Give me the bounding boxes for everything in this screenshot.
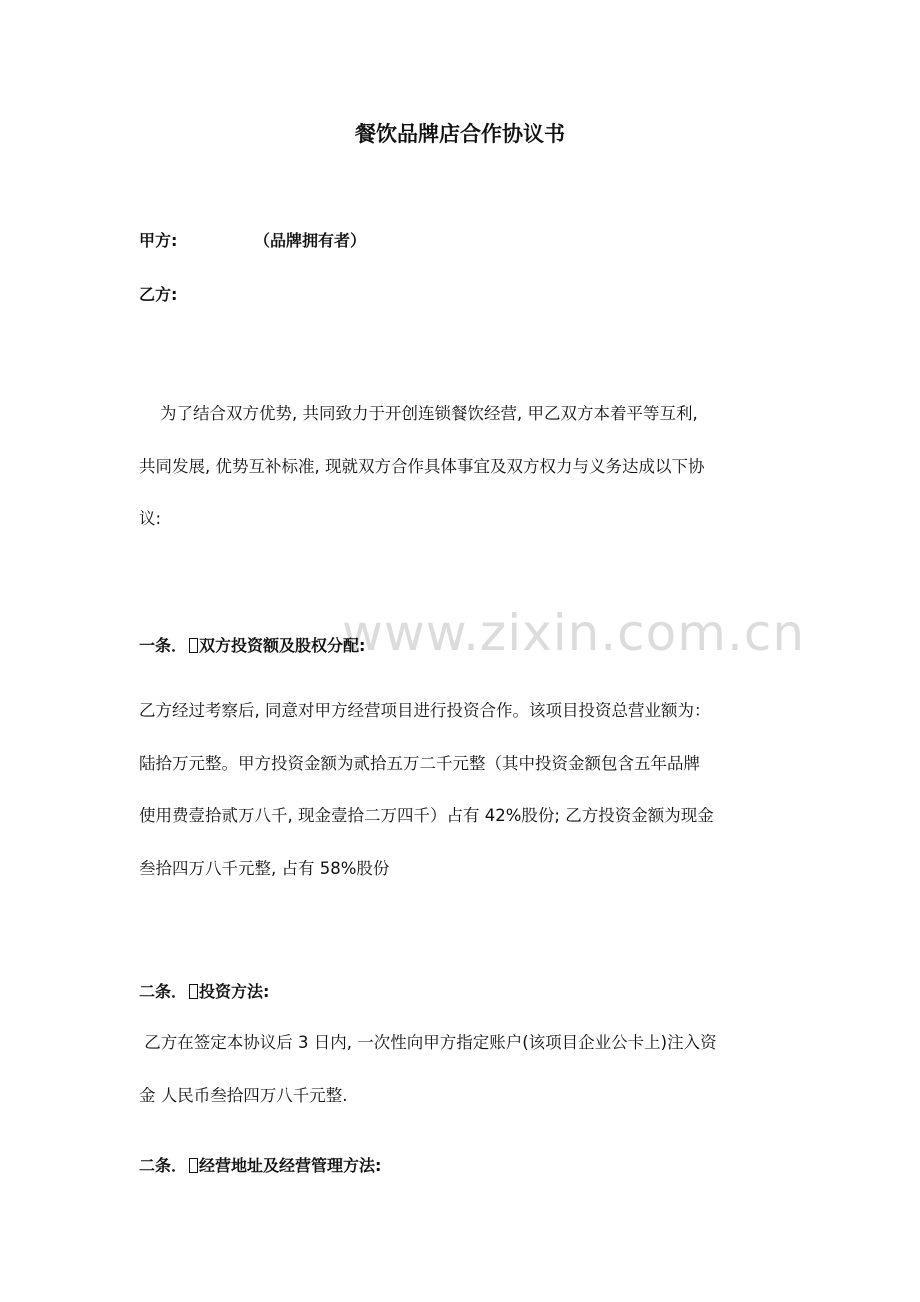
party-a-label: 甲方:: [139, 231, 178, 250]
section-heading-3: [139, 1154, 381, 1178]
section-heading-text: 经营地址及经营管理方法:: [199, 1156, 382, 1175]
missing-glyph-box: [189, 638, 198, 653]
section-2-body: [139, 1017, 779, 1122]
section-prefix: 一条．: [139, 636, 188, 655]
section-heading-1: [139, 634, 365, 658]
section-1-body: [139, 685, 779, 895]
section-prefix: 二条．: [139, 982, 188, 1001]
watermark: www.zixin.com.cn: [342, 604, 806, 662]
document-title: 餐饮品牌店合作协议书: [355, 122, 565, 146]
party-b-line: [139, 283, 177, 307]
section-heading-2: [139, 980, 269, 1004]
intro-line: 为了结合双方优势, 共同致力于开创连锁餐饮经营, 甲乙双方本着平等互利,: [139, 404, 698, 423]
section-heading-text: 投资方法:: [199, 982, 270, 1001]
intro-line: 共同发展, 优势互补标准, 现就双方合作具体事宜及双方权力与义务达成以下协: [139, 456, 705, 476]
missing-glyph-box: [189, 1158, 198, 1173]
body-line: 陆拾万元整。甲方投资金额为贰拾五万二千元整（其中投资金额包含五年品牌: [139, 753, 700, 773]
body-line: 金 人民币叁拾四万八千元整.: [139, 1085, 348, 1105]
party-a-note: （品牌拥有者）: [254, 231, 367, 250]
body-line: 叁拾四万八千元整, 占有 58%股份: [139, 858, 390, 878]
party-a-line: [139, 229, 366, 253]
body-line: 乙方在签定本协议后 3 日内, 一次性向甲方指定账户(该项目企业公卡上)注入资: [139, 1033, 717, 1052]
section-prefix: 二条．: [139, 1156, 188, 1175]
missing-glyph-box: [189, 984, 198, 999]
intro-paragraph: [139, 388, 779, 546]
intro-line: 议:: [139, 509, 162, 528]
body-line: 使用费壹拾贰万八千, 现金壹拾二万四千）占有 42%股份; 乙方投资金额为现金: [139, 806, 714, 825]
section-heading-text: 双方投资额及股权分配:: [199, 636, 366, 655]
body-line: 乙方经过考察后, 同意对甲方经营项目进行投资合作。该项目投资总营业额为：: [139, 701, 711, 720]
party-b-label: 乙方:: [139, 285, 178, 304]
